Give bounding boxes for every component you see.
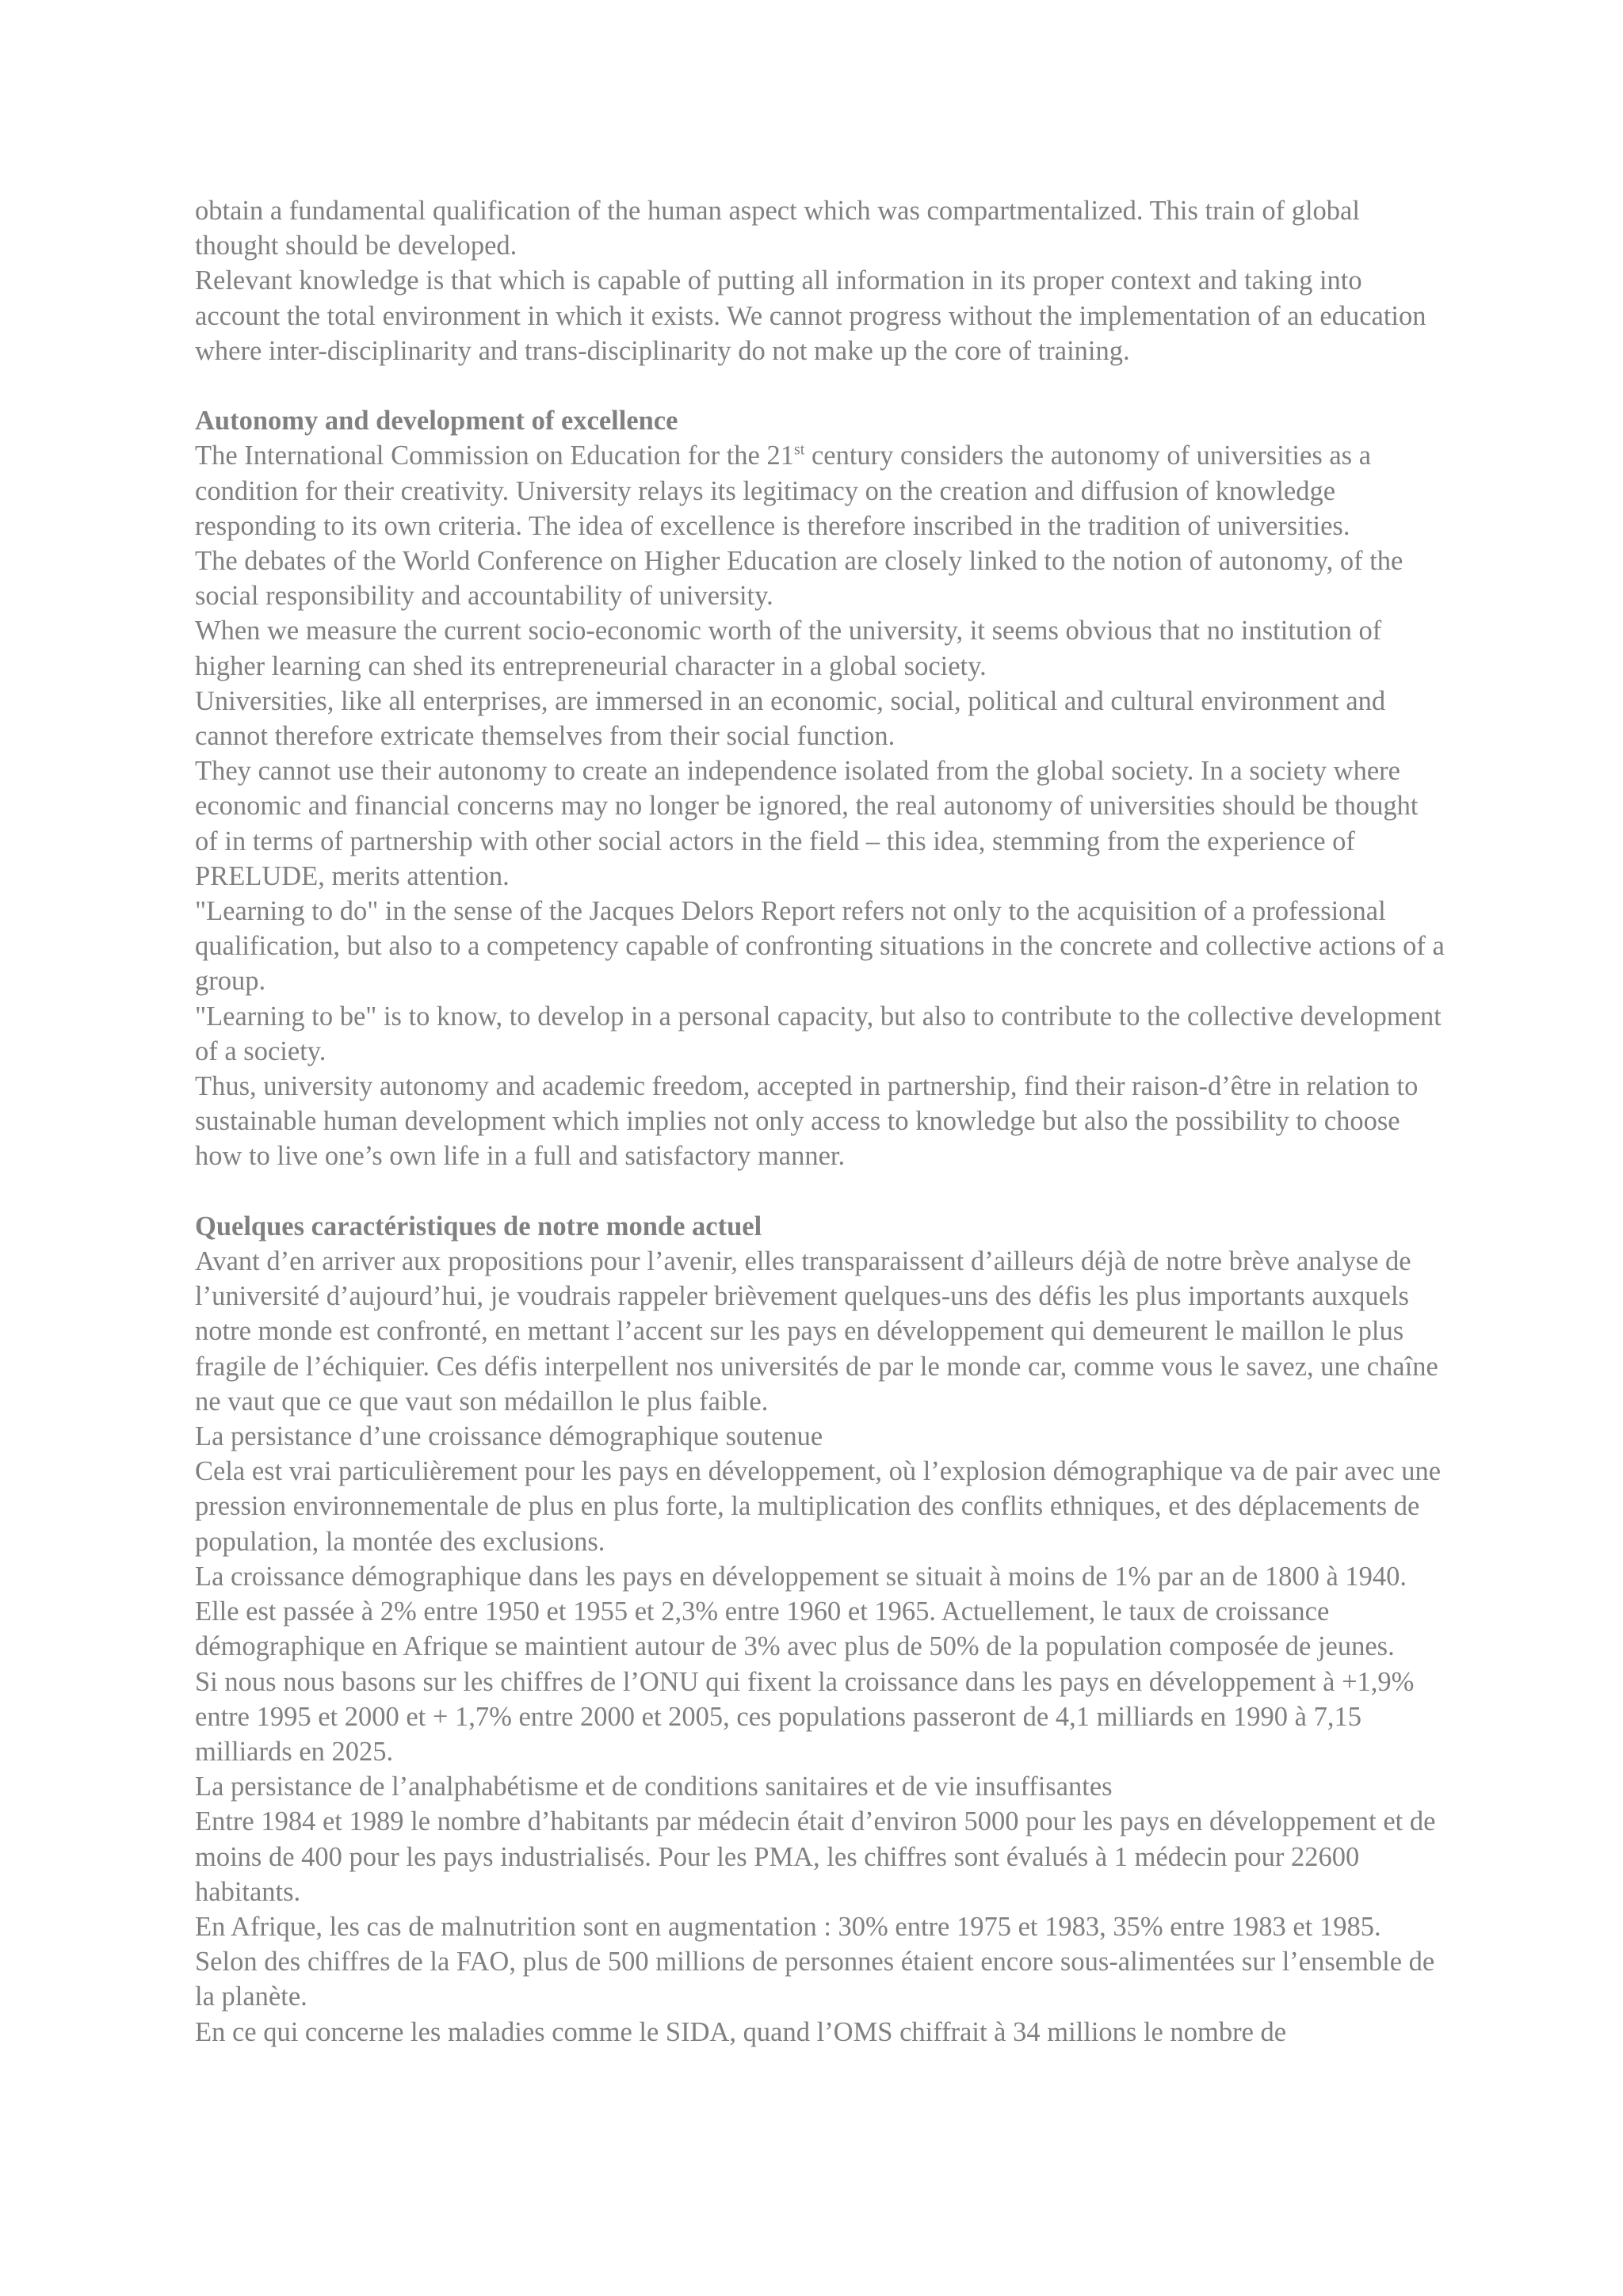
monde-paragraph-7: Entre 1984 et 1989 le nombre d’habitants par médecin était d’environ 5000 pour les pays en développement et de moins de 400 pour les pays industrialisés. Pour les PMA, les chiffres sont évalués à 1 médecin pour 22600 habitants. [195, 1806, 1436, 1907]
section-heading-monde-actuel: Quelques caractéristiques de notre monde actuel [195, 1211, 762, 1241]
autonomy-paragraph-1-start: The International Commission on Education for the 21 [195, 441, 794, 471]
monde-subheading-analphabetisme: La persistance de l’analphabétisme et de conditions sanitaires et de vie insuffisantes [195, 1772, 1113, 1802]
autonomy-paragraph-1-end: century considers the autonomy of universities as a condition for their creativity. University relays its legitimacy on the creation and diffusion of knowledge responding to its own criteria. The idea of excellence is therefore inscribed in the tradition of universities. [195, 441, 1372, 541]
monde-paragraph-5: Si nous nous basons sur les chiffres de l’ONU qui fixent la croissance dans les pays en développement à +1,9% entre 1995 et 2000 et + 1,7% entre 2000 et 2005, ces populations passeront de 4,1 milliards en 1990 à 7,15 milliards en 2025. [195, 1666, 1415, 1767]
section-spacer [195, 1174, 1447, 1209]
monde-paragraph-9: En ce qui concerne les maladies comme le SIDA, quand l’OMS chiffrait à 34 millions le nombre de [195, 2016, 1287, 2047]
section-spacer [195, 368, 1447, 403]
autonomy-paragraph-8: Thus, university autonomy and academic freedom, accepted in partnership, find their raison-d’être in relation to sustainable human development which implies not only access to knowledge but also the possibility to choose how to live one’s own life in a full and satisfactory manner. [195, 1071, 1419, 1172]
autonomy-paragraph-4: Universities, like all enterprises, are immersed in an economic, social, political and cultural environment and cannot therefore extricate themselves from their social function. [195, 685, 1386, 752]
autonomy-paragraph-7: "Learning to be" is to know, to develop in a personal capacity, but also to contribute to the collective development of a society. [195, 1001, 1442, 1066]
autonomy-paragraph-5: They cannot use their autonomy to create an independence isolated from the global society. In a society where economic and financial concerns may no longer be ignored, the real autonomy of universities should be thought of in terms of partnership with other social actors in the field – this idea, stemming from the experience of PRELUDE, merits attention. [195, 756, 1419, 891]
autonomy-paragraph-2: The debates of the World Conference on Higher Education are closely linked to the notion of autonomy, of the social responsibility and accountability of university. [195, 546, 1403, 612]
intro-paragraph-2: Relevant knowledge is that which is capable of putting all information in its proper context and taking into account the total environment in which it exists. We cannot progress without the implementation of an education where inter-disciplinarity and trans-disciplinarity do not make up the core of training. [195, 265, 1426, 366]
monde-subheading-demographie: La persistance d’une croissance démographique soutenue [195, 1421, 823, 1452]
autonomy-paragraph-6: "Learning to do" in the sense of the Jacques Delors Report refers not only to the acquisition of a professional qualification, but also to a competency capable of confronting situations in the concrete and collective actions of a group. [195, 896, 1445, 997]
monde-paragraph-1: Avant d’en arriver aux propositions pour l’avenir, elles transparaissent d’ailleurs déjà de notre brève analyse de l’université d’aujourd’hui, je voudrais rappeler brièvement quelques-uns des défis les plus importants auxquels notre monde est confronté, en mettant l’accent sur les pays en développement qui demeurent le maillon le plus fragile de l’échiquier. Ces défis interpellent nos universités de par le monde car, comme vous le savez, une chaîne ne vaut que ce que vaut son médaillon le plus faible. [195, 1246, 1438, 1417]
intro-paragraph-1: obtain a fundamental qualification of the human aspect which was compartmentalized. This train of global thought should be developed. [195, 196, 1360, 261]
document-page [195, 193, 1447, 2050]
autonomy-paragraph-1 [195, 438, 1447, 543]
monde-paragraph-3: Cela est vrai particulièrement pour les pays en développement, où l’explosion démographique va de pair avec une pression environnementale de plus en plus forte, la multiplication des conflits ethniques, et des déplacements de population, la montée des exclusions. [195, 1456, 1442, 1557]
monde-paragraph-8: En Afrique, les cas de malnutrition sont en augmentation : 30% entre 1975 et 1983, 35% entre 1983 et 1985. Selon des chiffres de la FAO, plus de 500 millions de personnes étaient encore sous-alimentées sur l’ensemble de la planète. [195, 1911, 1435, 2012]
ordinal-suffix: st [793, 441, 805, 459]
autonomy-paragraph-3: When we measure the current socio-economic worth of the university, it seems obvious that no institution of higher learning can shed its entrepreneurial character in a global society. [195, 616, 1382, 681]
monde-paragraph-4: La croissance démographique dans les pays en développement se situait à moins de 1% par an de 1800 à 1940. Elle est passée à 2% entre 1950 et 1955 et 2,3% entre 1960 et 1965. Actuellement, le taux de croissance démographique en Afrique se maintient autour de 3% avec plus de 50% de la population composée de jeunes. [195, 1561, 1407, 1662]
section-heading-autonomy: Autonomy and development of excellence [195, 406, 678, 437]
